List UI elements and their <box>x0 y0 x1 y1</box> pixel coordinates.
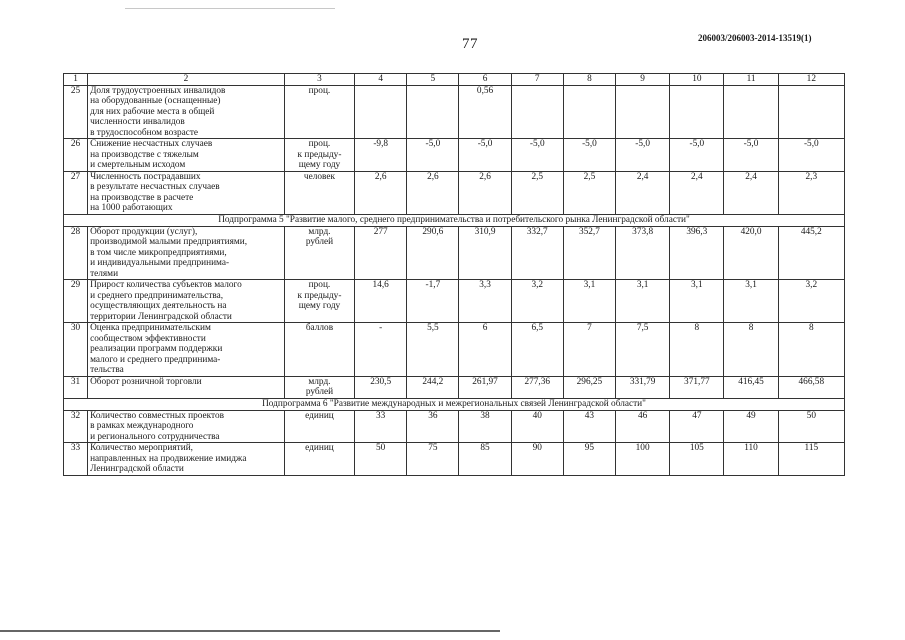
table-row <box>64 376 845 398</box>
value-cell: 36 <box>407 410 459 443</box>
row-number: 28 <box>64 226 88 280</box>
value-cell: 75 <box>407 443 459 476</box>
indicator-name <box>88 443 285 476</box>
unit-line: проц. <box>308 139 331 149</box>
value-cell: 2,6 <box>459 171 511 214</box>
subprogram-title: Подпрограмма 6 "Развитие международных и межрегиональных связей Ленинградской области" <box>64 398 845 410</box>
unit <box>284 226 354 280</box>
bottom-divider-line <box>0 630 500 632</box>
value-cell: -5,0 <box>511 139 563 172</box>
unit-line: млрд. <box>308 376 331 387</box>
value-cell: - <box>355 323 407 377</box>
indicator-name-line: Количество мероприятий, <box>90 443 193 453</box>
indicator-name <box>88 280 285 323</box>
indicator-name-line: Оценка предпринимательским <box>90 323 211 333</box>
row-number: 25 <box>64 85 88 139</box>
top-divider-line <box>125 8 335 9</box>
value-cell: 2,4 <box>670 171 724 214</box>
value-cell <box>778 85 844 139</box>
indicator-name-line: на 1000 работающих <box>90 203 173 213</box>
value-cell: 38 <box>459 410 511 443</box>
unit-line: млрд. <box>308 226 331 237</box>
unit <box>284 85 354 139</box>
indicator-name-line: Ленинградской области <box>90 464 184 474</box>
subprogram-row <box>64 214 845 226</box>
indicator-name-line: сообществом эффективности <box>90 333 206 344</box>
unit <box>284 171 354 214</box>
indicator-name-line: телями <box>90 268 119 279</box>
indicator-name <box>88 85 285 139</box>
value-cell: 244,2 <box>407 376 459 398</box>
value-cell: 277,36 <box>511 376 563 398</box>
value-cell: 416,45 <box>724 376 778 398</box>
indicator-name-line: на оборудованные (оснащенные) <box>90 96 221 106</box>
value-cell <box>670 85 724 139</box>
indicator-name-line: в трудоспособном возрасте <box>90 127 199 138</box>
column-header: 11 <box>724 74 778 86</box>
row-number: 27 <box>64 171 88 214</box>
value-cell: -5,0 <box>616 139 670 172</box>
unit <box>284 280 354 323</box>
header-row <box>64 74 845 86</box>
value-cell: 2,4 <box>724 171 778 214</box>
indicator-name-line: на производстве в расчете <box>90 192 194 203</box>
value-cell: 230,5 <box>355 376 407 398</box>
value-cell: 290,6 <box>407 226 459 280</box>
table-row <box>64 171 845 214</box>
value-cell: 373,8 <box>616 226 670 280</box>
value-cell: 261,97 <box>459 376 511 398</box>
value-cell: -5,0 <box>563 139 615 172</box>
value-cell: 46 <box>616 410 670 443</box>
column-header: 8 <box>563 74 615 86</box>
value-cell: 50 <box>355 443 407 476</box>
indicator-name-line: в рамках международного <box>90 421 194 431</box>
row-number: 31 <box>64 376 88 398</box>
unit <box>284 443 354 476</box>
unit-line: единиц <box>305 410 334 421</box>
column-header: 6 <box>459 74 511 86</box>
indicator-name <box>88 171 285 214</box>
indicator-name-line: Снижение несчастных случаев <box>90 139 213 149</box>
value-cell: 100 <box>616 443 670 476</box>
column-header: 10 <box>670 74 724 86</box>
indicator-name-line: Оборот розничной торговли <box>90 376 202 387</box>
value-cell: 3,2 <box>778 280 844 323</box>
table-row <box>64 226 845 280</box>
indicator-name-line: в том числе микропредприятиями, <box>90 247 227 258</box>
value-cell: 2,6 <box>355 171 407 214</box>
value-cell: 3,2 <box>511 280 563 323</box>
value-cell: 371,77 <box>670 376 724 398</box>
value-cell: 296,25 <box>563 376 615 398</box>
unit-line: рублей <box>305 387 334 397</box>
value-cell: 8 <box>724 323 778 377</box>
value-cell: 3,1 <box>724 280 778 323</box>
indicator-name <box>88 323 285 377</box>
row-number: 26 <box>64 139 88 172</box>
value-cell: -5,0 <box>459 139 511 172</box>
value-cell: 352,7 <box>563 226 615 280</box>
unit <box>284 323 354 377</box>
indicators-table <box>63 73 845 476</box>
value-cell: 3,1 <box>616 280 670 323</box>
value-cell: 6,5 <box>511 323 563 377</box>
indicator-name-line: территории Ленинградской области <box>90 311 232 322</box>
indicator-name-line: в результате несчастных случаев <box>90 182 220 192</box>
indicator-name-line: на производстве с тяжелым <box>90 149 199 160</box>
value-cell: -5,0 <box>407 139 459 172</box>
unit-line: к предыду- <box>297 290 342 301</box>
row-number: 32 <box>64 410 88 443</box>
value-cell <box>724 85 778 139</box>
table-row <box>64 85 845 139</box>
value-cell: 110 <box>724 443 778 476</box>
value-cell <box>616 85 670 139</box>
subprogram-row <box>64 398 845 410</box>
unit-line: человек <box>303 171 335 182</box>
value-cell: 3,1 <box>670 280 724 323</box>
value-cell: 6 <box>459 323 511 377</box>
unit-line: единиц <box>305 443 334 453</box>
column-header: 5 <box>407 74 459 86</box>
value-cell: 5,5 <box>407 323 459 377</box>
table-row <box>64 280 845 323</box>
indicator-name-line: и среднего предпринимательства, <box>90 290 224 301</box>
value-cell: 2,6 <box>407 171 459 214</box>
value-cell: 115 <box>778 443 844 476</box>
indicator-name-line: малого и среднего предпринима- <box>90 354 221 365</box>
table-body <box>64 74 845 476</box>
indicator-name-line: производимой малыми предприятиями, <box>90 237 248 247</box>
table-row <box>64 443 845 476</box>
unit-line: проц. <box>308 85 331 96</box>
column-header: 2 <box>88 74 285 86</box>
value-cell <box>355 85 407 139</box>
indicator-name-line: и регионального сотрудничества <box>90 431 220 442</box>
row-number: 29 <box>64 280 88 323</box>
value-cell: 2,3 <box>778 171 844 214</box>
unit-line: к предыду- <box>297 149 342 160</box>
value-cell: 40 <box>511 410 563 443</box>
unit-line: щему году <box>298 301 341 311</box>
value-cell: 14,6 <box>355 280 407 323</box>
value-cell: 105 <box>670 443 724 476</box>
value-cell: 85 <box>459 443 511 476</box>
value-cell <box>407 85 459 139</box>
indicator-name-line: Количество совместных проектов <box>90 410 224 421</box>
column-header: 4 <box>355 74 407 86</box>
indicator-name <box>88 139 285 172</box>
document-code: 206003/206003-2014-13519(1) <box>698 33 812 43</box>
unit-line: баллов <box>305 323 334 333</box>
value-cell: 396,3 <box>670 226 724 280</box>
value-cell: 332,7 <box>511 226 563 280</box>
row-number: 30 <box>64 323 88 377</box>
value-cell: 8 <box>670 323 724 377</box>
value-cell: -1,7 <box>407 280 459 323</box>
value-cell: 3,3 <box>459 280 511 323</box>
value-cell <box>511 85 563 139</box>
value-cell: 8 <box>778 323 844 377</box>
column-header: 3 <box>284 74 354 86</box>
value-cell: 420,0 <box>724 226 778 280</box>
value-cell: 50 <box>778 410 844 443</box>
indicator-name <box>88 376 285 398</box>
unit <box>284 376 354 398</box>
column-header: 9 <box>616 74 670 86</box>
unit-line: щему году <box>298 160 341 170</box>
value-cell: 466,58 <box>778 376 844 398</box>
unit-line: рублей <box>305 237 334 247</box>
indicator-name-line: тельства <box>90 365 124 375</box>
indicator-name-line: Прирост количества субъектов малого <box>90 280 242 290</box>
value-cell: 310,9 <box>459 226 511 280</box>
value-cell: 2,5 <box>563 171 615 214</box>
column-header: 7 <box>511 74 563 86</box>
indicator-name-line: направленных на продвижение имиджа <box>90 453 247 464</box>
unit <box>284 410 354 443</box>
value-cell: -5,0 <box>724 139 778 172</box>
value-cell: 445,2 <box>778 226 844 280</box>
subprogram-title: Подпрограмма 5 "Развитие малого, среднего предпринимательства и потребительского рынка Ленинградской области" <box>64 214 845 226</box>
row-number: 33 <box>64 443 88 476</box>
value-cell: 47 <box>670 410 724 443</box>
value-cell <box>563 85 615 139</box>
indicator-name-line: численности инвалидов <box>90 117 185 127</box>
value-cell: 2,4 <box>616 171 670 214</box>
value-cell: 3,1 <box>563 280 615 323</box>
value-cell: 95 <box>563 443 615 476</box>
indicator-name-line: Оборот продукции (услуг), <box>90 226 198 237</box>
unit-line: проц. <box>308 280 331 290</box>
unit <box>284 139 354 172</box>
value-cell: -5,0 <box>778 139 844 172</box>
indicator-name-line: осуществляющих деятельность на <box>90 301 227 311</box>
table-row <box>64 410 845 443</box>
column-header: 12 <box>778 74 844 86</box>
table-row <box>64 323 845 377</box>
indicator-name <box>88 410 285 443</box>
page-number: 77 <box>462 36 478 52</box>
indicator-name-line: и индивидуальными предпринима- <box>90 258 230 268</box>
indicator-name <box>88 226 285 280</box>
value-cell: 43 <box>563 410 615 443</box>
value-cell: 331,79 <box>616 376 670 398</box>
value-cell: 49 <box>724 410 778 443</box>
value-cell: 90 <box>511 443 563 476</box>
indicator-name-line: реализации программ поддержки <box>90 344 223 354</box>
indicator-name-line: и смертельным исходом <box>90 160 186 170</box>
indicator-name-line: Доля трудоустроенных инвалидов <box>90 85 226 96</box>
indicator-name-line: Численность пострадавших <box>90 171 201 182</box>
value-cell: -5,0 <box>670 139 724 172</box>
value-cell: 33 <box>355 410 407 443</box>
value-cell: 2,5 <box>511 171 563 214</box>
indicator-name-line: для них рабочие места в общей <box>90 106 215 117</box>
value-cell: 7 <box>563 323 615 377</box>
value-cell: 277 <box>355 226 407 280</box>
column-header: 1 <box>64 74 88 86</box>
value-cell: 7,5 <box>616 323 670 377</box>
value-cell: 0,56 <box>459 85 511 139</box>
value-cell: -9,8 <box>355 139 407 172</box>
table-row <box>64 139 845 172</box>
